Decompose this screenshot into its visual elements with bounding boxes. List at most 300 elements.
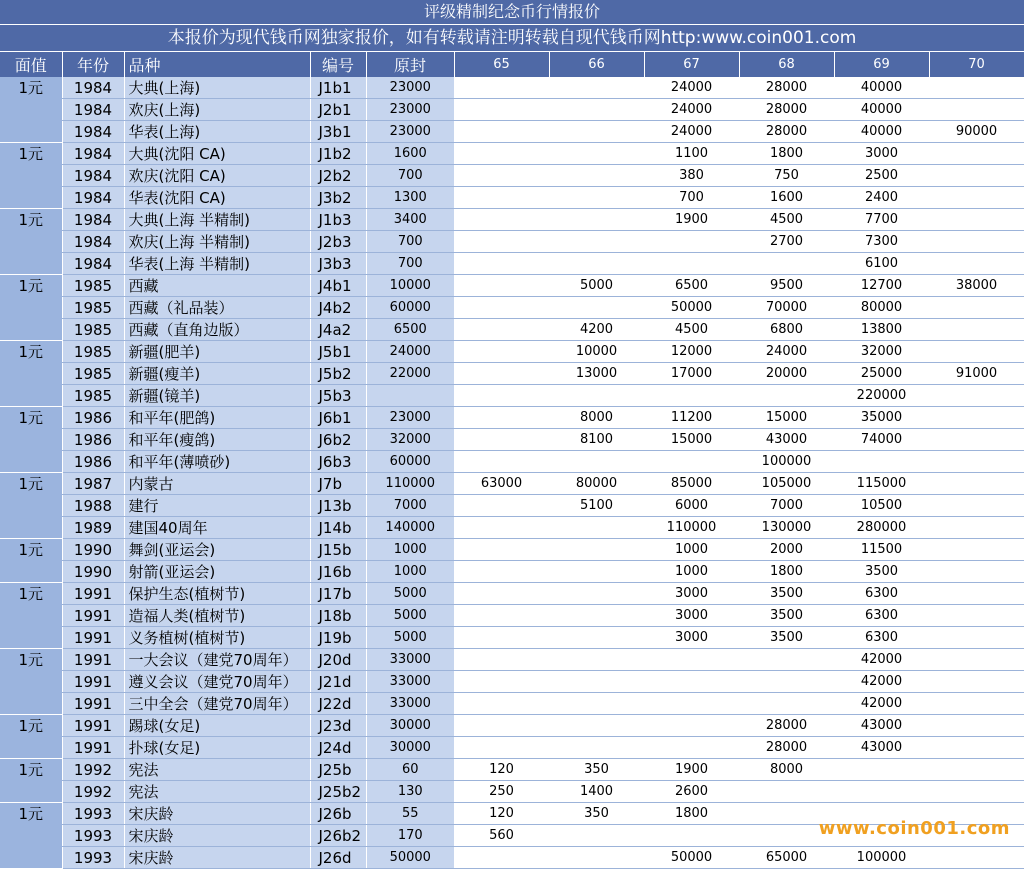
denomination-cell: 1元: [0, 77, 62, 143]
table-cell-grade-66: [549, 671, 644, 693]
table-cell-original: 23000: [366, 407, 454, 429]
header-variety: 品种: [124, 52, 310, 78]
table-cell-year: 1991: [62, 737, 124, 759]
denomination-cell: 1元: [0, 539, 62, 583]
denomination-cell: 1元: [0, 209, 62, 275]
table-cell-grade-69: 42000: [834, 671, 929, 693]
table-cell-grade-65: [454, 341, 549, 363]
table-cell-code: J26b: [310, 803, 366, 825]
table-cell-grade-66: 80000: [549, 473, 644, 495]
table-cell-code: J16b: [310, 561, 366, 583]
table-cell-grade-65: [454, 143, 549, 165]
table-cell-grade-66: 8000: [549, 407, 644, 429]
table-cell-code: J5b2: [310, 363, 366, 385]
table-cell-grade-66: [549, 539, 644, 561]
table-cell-grade-68: [739, 671, 834, 693]
table-row: [0, 319, 1024, 341]
table-cell-original: 10000: [366, 275, 454, 297]
table-cell-grade-70: [929, 341, 1024, 363]
table-cell-variety: 新疆(镜羊): [124, 385, 310, 407]
table-cell-grade-70: [929, 429, 1024, 451]
header-denomination: 面值: [0, 52, 62, 78]
table-cell-original: 1600: [366, 143, 454, 165]
table-cell-grade-69: 2500: [834, 165, 929, 187]
table-cell-year: 1984: [62, 231, 124, 253]
table-cell-code: J21d: [310, 671, 366, 693]
table-cell-grade-70: [929, 583, 1024, 605]
table-header-row: [0, 52, 1024, 78]
table-cell-grade-65: [454, 451, 549, 473]
table-cell-year: 1992: [62, 781, 124, 803]
table-cell-variety: 华表(上海): [124, 121, 310, 143]
table-cell-grade-65: [454, 583, 549, 605]
table-cell-year: 1989: [62, 517, 124, 539]
table-cell-year: 1991: [62, 693, 124, 715]
header-grade-66: 66: [549, 52, 644, 78]
table-cell-grade-65: [454, 77, 549, 99]
table-cell-year: 1993: [62, 847, 124, 869]
table-cell-code: J5b1: [310, 341, 366, 363]
table-row: [0, 671, 1024, 693]
table-cell-grade-68: 3500: [739, 605, 834, 627]
table-row: [0, 715, 1024, 737]
table-cell-grade-67: [644, 825, 739, 847]
table-cell-grade-66: [549, 77, 644, 99]
table-cell-grade-69: [834, 781, 929, 803]
table-cell-grade-69: 115000: [834, 473, 929, 495]
table-cell-grade-69: 35000: [834, 407, 929, 429]
table-cell-year: 1985: [62, 341, 124, 363]
table-cell-grade-65: [454, 649, 549, 671]
table-cell-code: J1b3: [310, 209, 366, 231]
header-year: 年份: [62, 52, 124, 78]
table-cell-grade-67: [644, 231, 739, 253]
table-cell-grade-67: 24000: [644, 121, 739, 143]
table-cell-variety: 宋庆龄: [124, 847, 310, 869]
table-cell-code: J2b2: [310, 165, 366, 187]
table-cell-grade-67: 24000: [644, 99, 739, 121]
table-row: [0, 583, 1024, 605]
table-cell-grade-65: [454, 385, 549, 407]
table-cell-year: 1993: [62, 825, 124, 847]
denomination-cell: 1元: [0, 649, 62, 715]
table-cell-year: 1990: [62, 561, 124, 583]
table-row: [0, 495, 1024, 517]
table-cell-code: J20d: [310, 649, 366, 671]
table-row: [0, 781, 1024, 803]
table-cell-grade-65: 63000: [454, 473, 549, 495]
table-cell-grade-70: [929, 99, 1024, 121]
table-cell-code: J6b1: [310, 407, 366, 429]
table-cell-grade-65: [454, 561, 549, 583]
table-cell-year: 1984: [62, 187, 124, 209]
table-cell-variety: 和平年(瘦鸽): [124, 429, 310, 451]
table-cell-year: 1991: [62, 649, 124, 671]
table-cell-variety: 扑球(女足): [124, 737, 310, 759]
table-cell-variety: 射箭(亚运会): [124, 561, 310, 583]
table-cell-original: [366, 385, 454, 407]
table-cell-original: 700: [366, 231, 454, 253]
table-cell-grade-70: [929, 451, 1024, 473]
table-cell-grade-70: 90000: [929, 121, 1024, 143]
table-cell-grade-68: 750: [739, 165, 834, 187]
table-cell-grade-69: 6100: [834, 253, 929, 275]
table-cell-grade-69: 6300: [834, 627, 929, 649]
table-cell-variety: 义务植树(植树节): [124, 627, 310, 649]
table-cell-grade-65: [454, 605, 549, 627]
page-subtitle: 本报价为现代钱币网独家报价，如有转载请注明转载自现代钱币网http:www.coin001.com: [0, 24, 1024, 51]
table-cell-grade-70: [929, 187, 1024, 209]
table-cell-year: 1984: [62, 165, 124, 187]
table-cell-variety: 造福人类(植树节): [124, 605, 310, 627]
table-cell-grade-69: 43000: [834, 715, 929, 737]
table-cell-grade-65: 560: [454, 825, 549, 847]
table-cell-year: 1984: [62, 121, 124, 143]
table-cell-year: 1986: [62, 429, 124, 451]
watermark-text: www.coin001.com: [818, 818, 1010, 839]
table-cell-grade-70: [929, 759, 1024, 781]
table-cell-original: 60000: [366, 297, 454, 319]
table-cell-grade-67: [644, 671, 739, 693]
table-cell-grade-70: [929, 627, 1024, 649]
table-cell-grade-69: 7700: [834, 209, 929, 231]
table-row: [0, 77, 1024, 99]
denomination-cell: 1元: [0, 341, 62, 407]
table-cell-grade-69: 280000: [834, 517, 929, 539]
table-cell-original: 30000: [366, 715, 454, 737]
table-cell-grade-66: [549, 187, 644, 209]
table-row: [0, 275, 1024, 297]
table-cell-grade-67: 700: [644, 187, 739, 209]
table-cell-variety: 宪法: [124, 759, 310, 781]
table-cell-grade-67: 11200: [644, 407, 739, 429]
table-cell-grade-69: 220000: [834, 385, 929, 407]
table-cell-grade-67: 17000: [644, 363, 739, 385]
table-cell-grade-67: [644, 737, 739, 759]
table-cell-original: 60000: [366, 451, 454, 473]
table-cell-grade-67: 3000: [644, 605, 739, 627]
table-cell-grade-66: [549, 517, 644, 539]
price-table: [0, 51, 1024, 869]
table-cell-grade-65: [454, 231, 549, 253]
table-cell-original: 23000: [366, 121, 454, 143]
header-code: 编号: [310, 52, 366, 78]
table-row: [0, 517, 1024, 539]
table-cell-code: J15b: [310, 539, 366, 561]
table-cell-original: 5000: [366, 605, 454, 627]
table-cell-grade-65: 120: [454, 803, 549, 825]
table-cell-original: 24000: [366, 341, 454, 363]
table-cell-year: 1985: [62, 319, 124, 341]
table-cell-grade-66: [549, 649, 644, 671]
table-cell-grade-70: [929, 605, 1024, 627]
table-cell-original: 50000: [366, 847, 454, 869]
table-cell-grade-70: [929, 517, 1024, 539]
table-cell-variety: 保护生态(植树节): [124, 583, 310, 605]
table-cell-grade-66: [549, 561, 644, 583]
table-cell-variety: 建行: [124, 495, 310, 517]
table-cell-grade-65: 250: [454, 781, 549, 803]
table-cell-grade-67: 2600: [644, 781, 739, 803]
table-cell-grade-68: 24000: [739, 341, 834, 363]
table-cell-grade-65: 120: [454, 759, 549, 781]
table-row: [0, 847, 1024, 869]
table-cell-grade-65: [454, 495, 549, 517]
table-cell-grade-65: [454, 407, 549, 429]
table-cell-grade-68: 1800: [739, 143, 834, 165]
table-cell-grade-68: 9500: [739, 275, 834, 297]
table-cell-grade-67: 1000: [644, 539, 739, 561]
table-cell-grade-66: 5000: [549, 275, 644, 297]
table-cell-grade-70: [929, 319, 1024, 341]
table-row: [0, 539, 1024, 561]
table-row: [0, 605, 1024, 627]
table-cell-grade-68: 2700: [739, 231, 834, 253]
table-cell-grade-69: 74000: [834, 429, 929, 451]
table-cell-grade-69: 12700: [834, 275, 929, 297]
table-cell-grade-67: 50000: [644, 847, 739, 869]
table-cell-grade-68: 2000: [739, 539, 834, 561]
table-cell-grade-67: 1900: [644, 759, 739, 781]
table-row: [0, 165, 1024, 187]
table-cell-grade-65: [454, 363, 549, 385]
table-cell-code: J6b3: [310, 451, 366, 473]
table-cell-grade-70: [929, 671, 1024, 693]
table-cell-original: 23000: [366, 99, 454, 121]
table-cell-grade-69: 100000: [834, 847, 929, 869]
table-cell-variety: 华表(沈阳 CA): [124, 187, 310, 209]
table-cell-grade-66: [549, 451, 644, 473]
table-cell-grade-69: [834, 759, 929, 781]
table-row: [0, 99, 1024, 121]
table-row: [0, 693, 1024, 715]
table-cell-grade-69: 42000: [834, 693, 929, 715]
table-row: [0, 385, 1024, 407]
table-row: [0, 341, 1024, 363]
table-cell-code: J3b2: [310, 187, 366, 209]
table-cell-year: 1984: [62, 99, 124, 121]
table-cell-variety: 大典(上海): [124, 77, 310, 99]
table-cell-grade-70: [929, 385, 1024, 407]
table-cell-code: J7b: [310, 473, 366, 495]
table-cell-grade-65: [454, 847, 549, 869]
table-cell-grade-68: 100000: [739, 451, 834, 473]
table-cell-grade-70: [929, 473, 1024, 495]
table-cell-grade-67: [644, 385, 739, 407]
table-cell-grade-69: 43000: [834, 737, 929, 759]
table-cell-grade-68: 28000: [739, 737, 834, 759]
table-cell-grade-68: 15000: [739, 407, 834, 429]
table-cell-grade-68: 70000: [739, 297, 834, 319]
table-cell-grade-70: [929, 231, 1024, 253]
table-cell-variety: 西藏（直角边版）: [124, 319, 310, 341]
table-cell-original: 33000: [366, 671, 454, 693]
table-cell-year: 1991: [62, 715, 124, 737]
table-cell-original: 23000: [366, 77, 454, 99]
table-cell-grade-67: 3000: [644, 583, 739, 605]
table-cell-grade-70: [929, 781, 1024, 803]
table-cell-grade-66: [549, 583, 644, 605]
table-cell-original: 30000: [366, 737, 454, 759]
table-cell-code: J4b2: [310, 297, 366, 319]
table-cell-grade-68: 20000: [739, 363, 834, 385]
table-cell-year: 1985: [62, 297, 124, 319]
table-cell-year: 1992: [62, 759, 124, 781]
table-cell-variety: 舞剑(亚运会): [124, 539, 310, 561]
table-cell-grade-67: 15000: [644, 429, 739, 451]
table-cell-grade-69: 40000: [834, 99, 929, 121]
table-cell-grade-66: 13000: [549, 363, 644, 385]
table-cell-grade-66: [549, 209, 644, 231]
table-cell-year: 1984: [62, 253, 124, 275]
table-cell-variety: 华表(上海 半精制): [124, 253, 310, 275]
table-cell-code: J3b1: [310, 121, 366, 143]
table-cell-grade-70: 38000: [929, 275, 1024, 297]
table-cell-grade-66: 350: [549, 803, 644, 825]
table-cell-original: 700: [366, 165, 454, 187]
table-cell-code: J1b2: [310, 143, 366, 165]
header-grade-65: 65: [454, 52, 549, 78]
table-cell-original: 1000: [366, 539, 454, 561]
table-cell-grade-67: [644, 649, 739, 671]
table-cell-grade-70: [929, 495, 1024, 517]
table-cell-year: 1991: [62, 583, 124, 605]
table-cell-grade-66: 350: [549, 759, 644, 781]
table-cell-grade-66: [549, 99, 644, 121]
table-cell-original: 22000: [366, 363, 454, 385]
table-cell-grade-67: 1000: [644, 561, 739, 583]
table-cell-grade-65: [454, 187, 549, 209]
table-row: [0, 231, 1024, 253]
table-cell-grade-66: 8100: [549, 429, 644, 451]
table-cell-grade-67: [644, 715, 739, 737]
table-cell-variety: 欢庆(沈阳 CA): [124, 165, 310, 187]
table-cell-grade-66: [549, 121, 644, 143]
table-row: [0, 429, 1024, 451]
table-row: [0, 253, 1024, 275]
table-cell-grade-68: 3500: [739, 583, 834, 605]
header-grade-70: 70: [929, 52, 1024, 78]
table-cell-grade-69: 10500: [834, 495, 929, 517]
table-cell-grade-65: [454, 693, 549, 715]
table-cell-variety: 宋庆龄: [124, 825, 310, 847]
table-cell-grade-69: 13800: [834, 319, 929, 341]
table-cell-code: J25b2: [310, 781, 366, 803]
denomination-cell: 1元: [0, 715, 62, 759]
table-cell-grade-70: [929, 561, 1024, 583]
table-cell-year: 1986: [62, 451, 124, 473]
table-cell-grade-67: 6000: [644, 495, 739, 517]
table-cell-grade-70: [929, 77, 1024, 99]
table-cell-code: J26d: [310, 847, 366, 869]
table-cell-year: 1985: [62, 385, 124, 407]
table-cell-code: J6b2: [310, 429, 366, 451]
table-cell-original: 1300: [366, 187, 454, 209]
table-row: [0, 187, 1024, 209]
table-cell-code: J23d: [310, 715, 366, 737]
table-cell-grade-66: [549, 847, 644, 869]
table-cell-grade-65: [454, 627, 549, 649]
table-row: [0, 121, 1024, 143]
table-cell-original: 3400: [366, 209, 454, 231]
table-cell-grade-67: [644, 693, 739, 715]
table-cell-year: 1991: [62, 605, 124, 627]
table-cell-grade-66: [549, 715, 644, 737]
table-cell-grade-67: 6500: [644, 275, 739, 297]
table-cell-grade-70: [929, 539, 1024, 561]
table-cell-grade-67: 24000: [644, 77, 739, 99]
header-original: 原封: [366, 52, 454, 78]
table-cell-grade-70: [929, 649, 1024, 671]
table-row: [0, 363, 1024, 385]
table-cell-original: 6500: [366, 319, 454, 341]
table-cell-grade-70: [929, 407, 1024, 429]
table-cell-grade-70: [929, 297, 1024, 319]
table-cell-grade-67: 380: [644, 165, 739, 187]
table-row: [0, 297, 1024, 319]
table-cell-grade-68: 65000: [739, 847, 834, 869]
table-cell-year: 1988: [62, 495, 124, 517]
table-cell-grade-68: 28000: [739, 99, 834, 121]
table-cell-grade-68: 3500: [739, 627, 834, 649]
table-cell-grade-68: 1600: [739, 187, 834, 209]
table-cell-original: 7000: [366, 495, 454, 517]
table-cell-code: J13b: [310, 495, 366, 517]
table-cell-grade-69: 2400: [834, 187, 929, 209]
header-grade-68: 68: [739, 52, 834, 78]
table-cell-grade-67: 4500: [644, 319, 739, 341]
denomination-cell: 1元: [0, 803, 62, 869]
header-grade-69: 69: [834, 52, 929, 78]
table-cell-code: J1b1: [310, 77, 366, 99]
table-cell-original: 130: [366, 781, 454, 803]
table-cell-grade-66: [549, 693, 644, 715]
table-cell-code: J19b: [310, 627, 366, 649]
table-cell-grade-69: 32000: [834, 341, 929, 363]
table-cell-code: J5b3: [310, 385, 366, 407]
table-cell-grade-70: [929, 715, 1024, 737]
table-row: [0, 759, 1024, 781]
table-cell-grade-68: 130000: [739, 517, 834, 539]
table-cell-year: 1986: [62, 407, 124, 429]
table-cell-grade-69: 3500: [834, 561, 929, 583]
table-cell-grade-68: [739, 781, 834, 803]
table-cell-grade-65: [454, 297, 549, 319]
table-cell-grade-69: 3000: [834, 143, 929, 165]
table-cell-variety: 宪法: [124, 781, 310, 803]
table-cell-grade-67: 85000: [644, 473, 739, 495]
table-cell-code: J24d: [310, 737, 366, 759]
table-cell-code: J18b: [310, 605, 366, 627]
table-cell-variety: 新疆(肥羊): [124, 341, 310, 363]
table-cell-grade-66: [549, 605, 644, 627]
table-cell-code: J2b3: [310, 231, 366, 253]
denomination-cell: 1元: [0, 583, 62, 649]
table-cell-grade-65: [454, 165, 549, 187]
table-cell-variety: 西藏: [124, 275, 310, 297]
table-cell-grade-68: 1800: [739, 561, 834, 583]
table-cell-original: 55: [366, 803, 454, 825]
table-cell-original: 33000: [366, 693, 454, 715]
table-row: [0, 451, 1024, 473]
table-cell-grade-70: [929, 209, 1024, 231]
table-cell-grade-66: [549, 385, 644, 407]
table-cell-grade-67: 110000: [644, 517, 739, 539]
table-cell-grade-65: [454, 715, 549, 737]
table-cell-grade-65: [454, 429, 549, 451]
table-cell-code: J3b3: [310, 253, 366, 275]
table-cell-grade-67: 12000: [644, 341, 739, 363]
